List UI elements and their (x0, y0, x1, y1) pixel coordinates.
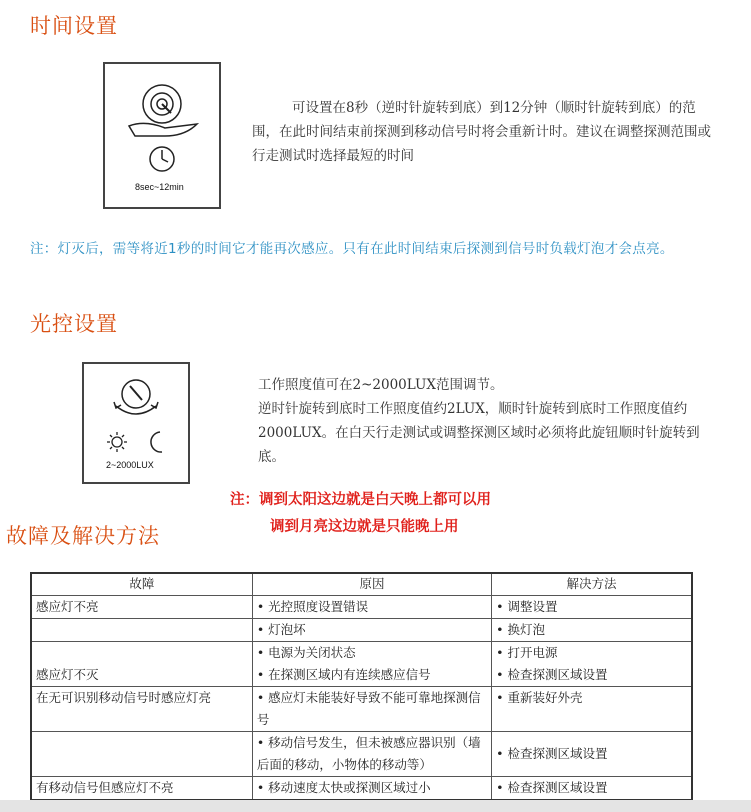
fault-cell: 感应灯不灭 (31, 664, 252, 687)
sun-setting-note: 注：调到太阳这边就是白天晚上都可以用 (230, 491, 491, 508)
table-row (31, 595, 692, 618)
table-row (31, 664, 692, 687)
time-range-caption: 8sec~12min (135, 182, 184, 192)
table-header-row (31, 573, 692, 595)
table-row (31, 641, 692, 664)
fault-cell: 在无可识别移动信号时感应灯亮 (31, 686, 252, 731)
lux-range-caption: 2~2000LUX (106, 460, 154, 470)
time-knob-panel (103, 62, 221, 209)
solution-cell: • 检查探测区域设置 (492, 664, 692, 687)
cause-cell: • 移动速度太快或探测区域过小 (252, 776, 491, 800)
lux-range-line: 工作照度值可在2~2000LUX范围调节。 (258, 377, 504, 393)
time-setting-title: 时间设置 (30, 14, 118, 38)
cause-cell: • 电源为关闭状态 (252, 641, 491, 664)
moon-icon (151, 432, 162, 452)
table-row (31, 731, 692, 776)
moon-setting-note: 调到月亮这边就是只能晚上用 (270, 518, 459, 535)
cause-cell: • 灯泡坏 (252, 618, 491, 641)
table-row (31, 686, 692, 731)
solution-cell: • 换灯泡 (492, 618, 692, 641)
troubleshooting-title: 故障及解决方法 (6, 524, 160, 548)
fault-cell (31, 731, 252, 776)
lamp-delay-note: 注：灯灭后，需等将近1秒的时间它才能再次感应。只有在此时间结束后探测到信号时负载灯泡才会点亮。 (30, 241, 674, 257)
cause-cell: • 移动信号发生，但未被感应器识别（墙后面的移动，小物体的移动等） (252, 731, 491, 776)
solution-cell: • 检查探测区域设置 (492, 731, 692, 776)
rotate-knob-icon (114, 380, 158, 414)
lux-direction-text: 逆时针旋转到底时工作照度值约2LUX，顺时针旋转到底时工作照度值约2000LUX。在白天行走测试或调整探测区域时必须将此旋钮顺时针旋转到底。 (258, 401, 700, 465)
bottom-divider (0, 800, 751, 812)
light-knob-panel (82, 362, 190, 484)
light-control-title: 光控设置 (30, 312, 118, 336)
fault-cell (31, 641, 252, 664)
solution-cell: • 检查探测区域设置 (492, 776, 692, 800)
sun-icon (107, 432, 127, 452)
fault-cell (31, 618, 252, 641)
fault-cell: 有移动信号但感应灯不亮 (31, 776, 252, 800)
header-fault: 故障 (31, 573, 252, 595)
fault-cell: 感应灯不亮 (31, 595, 252, 618)
table-row (31, 618, 692, 641)
table-row (31, 776, 692, 800)
solution-cell: • 打开电源 (492, 641, 692, 664)
cause-cell: • 光控照度设置错误 (252, 595, 491, 618)
troubleshooting-table (30, 572, 693, 801)
light-control-description (258, 373, 718, 469)
cause-cell: • 在探测区域内有连续感应信号 (252, 664, 491, 687)
time-setting-description: 可设置在8秒（逆时针旋转到底）到12分钟（顺时针旋转到底）的范围，在此时间结束前探测到移动信号时将会重新计时。建议在调整探测范围或行走测试时选择最短的时间 (252, 100, 711, 164)
solution-cell: • 调整设置 (492, 595, 692, 618)
cause-cell: • 感应灯未能装好导致不能可靠地探测信号 (252, 686, 491, 731)
solution-cell: • 重新装好外壳 (492, 686, 692, 731)
header-solution: 解决方法 (492, 573, 692, 595)
header-cause: 原因 (252, 573, 491, 595)
